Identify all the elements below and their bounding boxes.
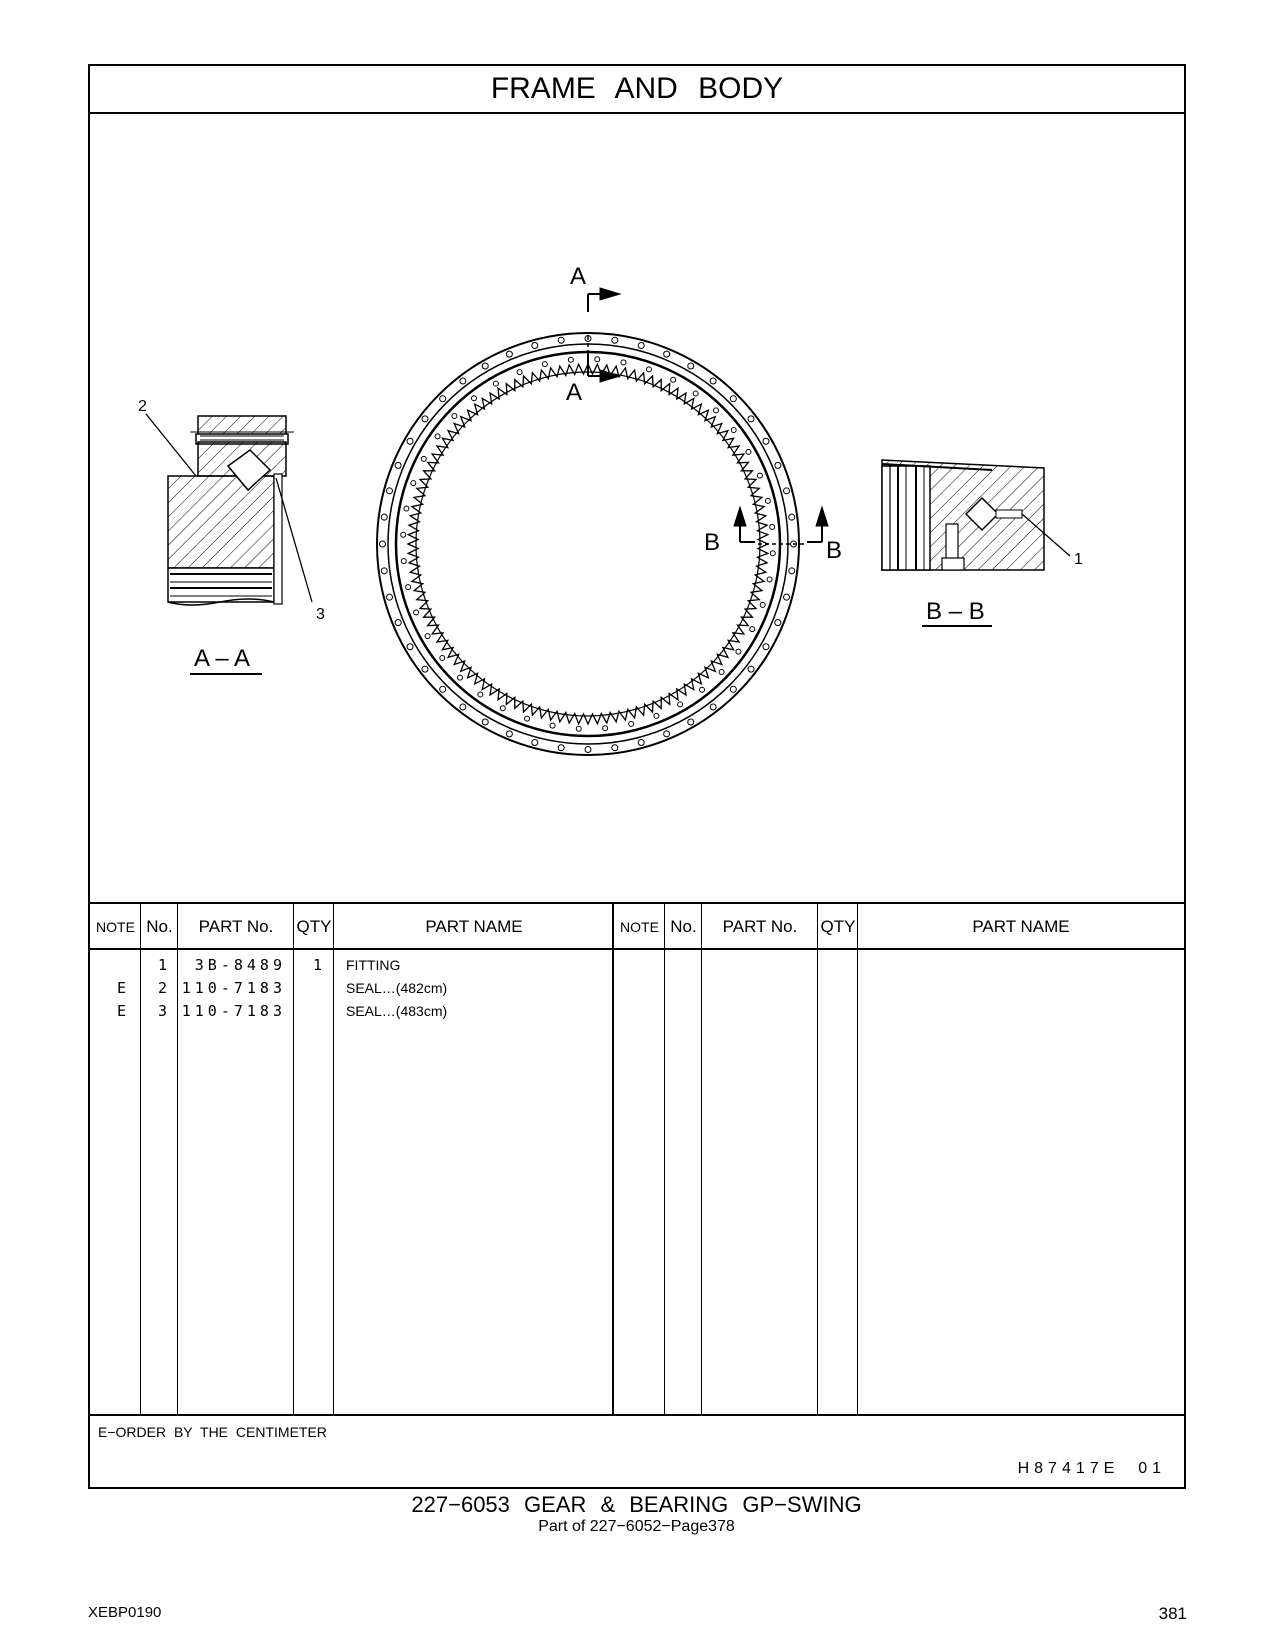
parts-drawing: [90, 114, 1184, 902]
row-part-no: 110-7183: [181, 979, 286, 997]
row-qty: 1: [312, 956, 326, 974]
callout-3: 3: [316, 606, 325, 623]
row-part-no: 3B-8489: [194, 956, 286, 974]
section-marks: [588, 288, 828, 544]
row-note: E: [116, 979, 130, 997]
publication-number: XEBP0190: [88, 1604, 162, 1621]
header-no-2: No.: [670, 917, 697, 936]
section-a-a-label: A – A: [194, 645, 251, 672]
header-note-2: NOTE: [620, 919, 659, 935]
section-b-b-label: B – B: [926, 598, 985, 625]
header-qty-2: QTY: [820, 917, 856, 936]
row-no: 3: [157, 1002, 171, 1020]
cut-label-a-top: A: [570, 263, 587, 290]
row-part-name: FITTING: [346, 957, 401, 973]
header-part-no-2: PART No.: [722, 917, 798, 936]
cut-label-a-bottom: A: [566, 379, 583, 406]
table-header: [90, 904, 1184, 950]
assembly-title: 227−6053 GEAR & BEARING GP−SWING: [411, 1492, 862, 1517]
bearing-diagram: [90, 114, 1184, 902]
row-part-name: SEAL…(482cm): [346, 980, 448, 996]
header-note: NOTE: [96, 919, 135, 935]
cut-label-b-left: B: [704, 529, 721, 556]
header-no: No.: [146, 917, 173, 936]
row-note: E: [116, 1002, 130, 1020]
order-note: E−ORDER BY THE CENTIMETER: [98, 1424, 327, 1440]
assembly-subtitle: Part of 227−6052−Page378: [538, 1518, 735, 1535]
drawing-code: H87417E 01: [1017, 1460, 1166, 1477]
swing-gear-ring: [377, 333, 799, 755]
row-no: 1: [157, 956, 171, 974]
parts-table: [90, 902, 1184, 1414]
page-number: 381: [1158, 1604, 1187, 1623]
header-part-name: PART NAME: [425, 917, 523, 936]
header-part-no: PART No.: [198, 917, 274, 936]
page-title: FRAME AND BODY: [90, 66, 1184, 114]
row-part-name: SEAL…(483cm): [346, 1003, 448, 1019]
cut-label-b-right: B: [826, 537, 843, 564]
section-a-a-detail: [146, 414, 312, 674]
notes-area: [90, 1414, 1184, 1491]
header-qty: QTY: [296, 917, 332, 936]
page-frame: [88, 64, 1186, 1489]
row-no: 2: [157, 979, 171, 997]
header-part-name-2: PART NAME: [972, 917, 1070, 936]
callout-2: 2: [138, 398, 147, 415]
callout-1: 1: [1074, 551, 1083, 568]
row-part-no: 110-7183: [181, 1002, 286, 1020]
